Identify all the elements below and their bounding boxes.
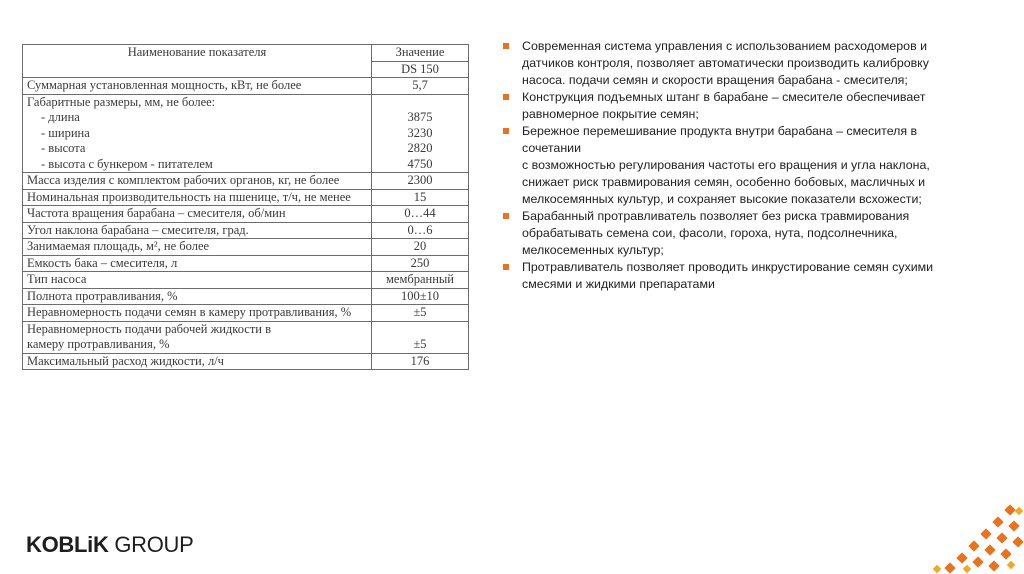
list-item: Бережное перемешивание продукта внутри барабана – смесителя в сочетании с возможностью регулирования частоты его вращения и угла наклона, снижает риск травмирования семян, особенно бобовых, масличных и мелкосемянных культур, и сохраняет высокие показатели всхожести; xyxy=(502,123,992,208)
row-value: 3875 3230 2820 4750 xyxy=(372,94,469,173)
row-value: 15 xyxy=(372,189,469,206)
header-model: DS 150 xyxy=(372,61,469,78)
list-item: Конструкция подъемных штанг в барабане – смесителе обеспечивает равномерное покрытие семян; xyxy=(502,89,992,123)
header-name: Наименование показателя xyxy=(23,45,372,78)
row-name: Занимаемая площадь, м², не более xyxy=(23,239,372,256)
company-logo: KOBLiK GROUP xyxy=(26,532,194,557)
row-value: 20 xyxy=(372,239,469,256)
list-item: Протравливатель позволяет проводить инкрустирование семян сухими смесями и жидкими препаратами xyxy=(502,259,992,293)
row-name: Суммарная установленная мощность, кВт, не более xyxy=(23,78,372,95)
orange-dots-decoration-icon xyxy=(924,500,1024,574)
table-row xyxy=(23,189,469,206)
bullet-square-icon xyxy=(503,264,509,270)
row-name: Масса изделия с комплектом рабочих органов, кг, не более xyxy=(23,173,372,190)
row-name: Неравномерность подачи рабочей жидкости в камеру протравливания, % xyxy=(23,321,372,353)
row-name: Частота вращения барабана – смесителя, об/мин xyxy=(23,206,372,223)
table-row xyxy=(23,321,469,353)
row-value: 5,7 xyxy=(372,78,469,95)
row-value: ±5 xyxy=(372,321,469,353)
table-row xyxy=(23,94,469,173)
table-row xyxy=(23,305,469,322)
row-name: Номинальная производительность на пшенице, т/ч, не менее xyxy=(23,189,372,206)
specs-table xyxy=(22,44,469,370)
row-name: Тип насоса xyxy=(23,272,372,289)
table-row xyxy=(23,239,469,256)
bullet-square-icon xyxy=(503,94,509,100)
table-row xyxy=(23,222,469,239)
row-name: Габаритные размеры, мм, не более: - длина - ширина - высота - высота с бункером - питателем xyxy=(23,94,372,173)
row-name: Угол наклона барабана – смесителя, град. xyxy=(23,222,372,239)
row-value: ±5 xyxy=(372,305,469,322)
row-name: Полнота протравливания, % xyxy=(23,288,372,305)
list-item: Барабанный протравливатель позволяет без риска травмирования обрабатывать семена сои, фасоли, гороха, нута, подсолнечника, мелкосеменных культур; xyxy=(502,208,992,259)
feature-list xyxy=(502,38,992,293)
table-row xyxy=(23,272,469,289)
row-value: 0…6 xyxy=(372,222,469,239)
list-item: Современная система управления с использованием расходомеров и датчиков контроля, позволяет автоматически производить калибровку насоса. подачи семян и скорости вращения барабана - смесителя; xyxy=(502,38,992,89)
row-value: 100±10 xyxy=(372,288,469,305)
row-value: 2300 xyxy=(372,173,469,190)
table-row xyxy=(23,206,469,223)
bullet-square-icon xyxy=(503,128,509,134)
row-name: Максимальный расход жидкости, л/ч xyxy=(23,353,372,370)
table-row xyxy=(23,255,469,272)
row-name: Неравномерность подачи семян в камеру протравливания, % xyxy=(23,305,372,322)
row-value: 176 xyxy=(372,353,469,370)
table-row xyxy=(23,78,469,95)
bullet-square-icon xyxy=(503,43,509,49)
table-row xyxy=(23,288,469,305)
row-value: 250 xyxy=(372,255,469,272)
header-value: Значение xyxy=(372,45,469,62)
row-value: 0…44 xyxy=(372,206,469,223)
row-value: мембранный xyxy=(372,272,469,289)
table-row xyxy=(23,173,469,190)
table-row xyxy=(23,353,469,370)
row-name: Емкость бака – смесителя, л xyxy=(23,255,372,272)
bullet-square-icon xyxy=(503,213,509,219)
